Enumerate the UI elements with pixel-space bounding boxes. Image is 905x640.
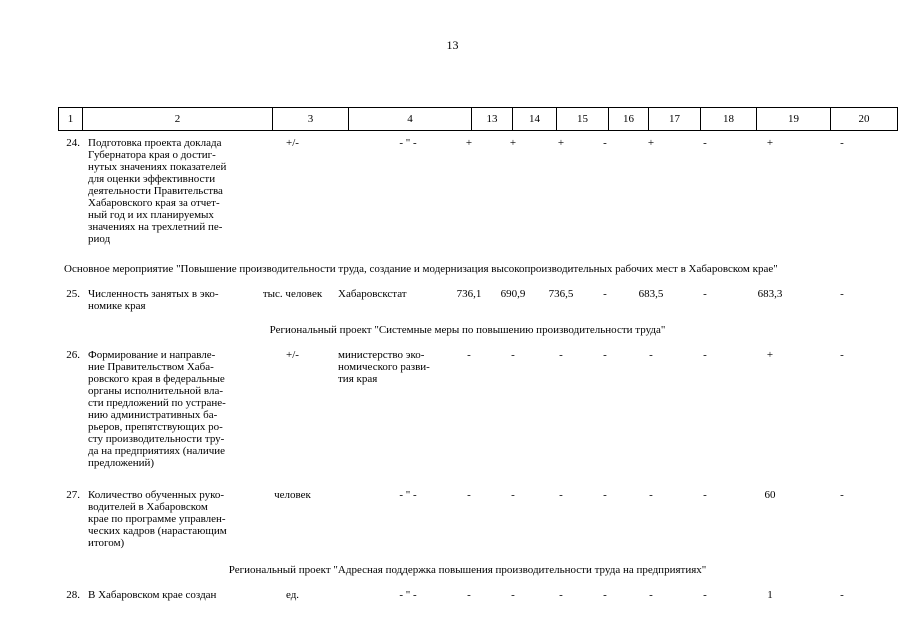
value-18: - <box>703 349 707 361</box>
executor-line: номического разви- <box>338 361 430 373</box>
value-13: 736,1 <box>456 288 482 300</box>
name-line: предложений) <box>88 457 155 469</box>
value-20: - <box>840 288 844 300</box>
name-line: нию административных ба- <box>88 409 218 421</box>
section-heading: Региональный проект "Системные меры по повышению производительности труда" <box>269 324 666 336</box>
value-14: - <box>511 589 515 601</box>
name-line: Численность занятых в эко- <box>88 288 219 300</box>
value-16: - <box>603 288 607 300</box>
unit: тыс. человек <box>262 288 323 300</box>
name-line: органы исполнительной вла- <box>88 385 223 397</box>
col-header-4: 4 <box>349 108 472 131</box>
value-17: 683,5 <box>638 288 664 300</box>
name-line: ный год и их планируемых <box>88 209 214 221</box>
executor: - " - <box>399 489 417 501</box>
indicator-name <box>88 589 250 601</box>
name-line: сти предложений по устране- <box>88 397 226 409</box>
col-header-13: 13 <box>472 108 513 131</box>
row-number: 27. <box>66 489 80 501</box>
col-header-16: 16 <box>609 108 649 131</box>
name-line: деятельности Правительства <box>88 185 223 197</box>
value-17: - <box>649 349 653 361</box>
col-header-2: 2 <box>83 108 273 131</box>
value-18: - <box>703 489 707 501</box>
value-13: - <box>467 489 471 501</box>
value-16: - <box>603 349 607 361</box>
value-13: - <box>467 589 471 601</box>
value-18: - <box>703 589 707 601</box>
row-number: 26. <box>66 349 80 361</box>
value-16: - <box>603 489 607 501</box>
value-17: + <box>647 137 655 149</box>
unit: +/- <box>286 137 299 149</box>
name-line: итогом) <box>88 537 125 549</box>
value-20: - <box>840 589 844 601</box>
name-line: ческих кадров (нарастающим <box>88 525 227 537</box>
section-heading: Основное мероприятие "Повышение производительности труда, создание и модернизация высокопроизводительных рабочих мест в Хабаровском крае" <box>64 263 778 275</box>
value-16: - <box>603 589 607 601</box>
value-19: + <box>766 349 774 361</box>
value-17: - <box>649 589 653 601</box>
unit: человек <box>274 489 311 501</box>
name-line: сту производительности тру- <box>88 433 225 445</box>
col-header-3: 3 <box>273 108 349 131</box>
row-number: 25. <box>66 288 80 300</box>
section-heading: Региональный проект "Адресная поддержка повышения производительности труда на предприятиях" <box>228 564 707 576</box>
value-15: + <box>557 137 565 149</box>
value-15: 736,5 <box>548 288 574 300</box>
value-19: 683,3 <box>757 288 783 300</box>
name-line: В Хабаровском крае создан <box>88 589 217 601</box>
value-17: - <box>649 489 653 501</box>
indicator-name <box>88 349 250 469</box>
name-line: Количество обученных руко- <box>88 489 225 501</box>
value-13: + <box>465 137 473 149</box>
value-15: - <box>559 589 563 601</box>
indicator-name <box>88 489 250 549</box>
col-header-18: 18 <box>701 108 757 131</box>
value-14: + <box>509 137 517 149</box>
value-14: 690,9 <box>500 288 526 300</box>
name-line: Губернатора края о достиг- <box>88 149 216 161</box>
value-19: + <box>766 137 774 149</box>
row-number: 28. <box>66 589 80 601</box>
value-13: - <box>467 349 471 361</box>
name-line: Подготовка проекта доклада <box>88 137 222 149</box>
col-header-1: 1 <box>59 108 83 131</box>
name-line: Хабаровского края за отчет- <box>88 197 220 209</box>
col-header-14: 14 <box>513 108 557 131</box>
name-line: значениях на трехлетний пе- <box>88 221 223 233</box>
name-line: номике края <box>88 300 146 312</box>
name-line: водителей в Хабаровском <box>88 501 208 513</box>
unit: +/- <box>286 349 299 361</box>
name-line: крае по программе управлен- <box>88 513 226 525</box>
col-header-20: 20 <box>831 108 898 131</box>
table-header <box>58 107 898 131</box>
value-18: - <box>703 137 707 149</box>
name-line: Формирование и направле- <box>88 349 216 361</box>
name-line: ровского края в федеральные <box>88 373 225 385</box>
name-line: да на предприятиях (наличие <box>88 445 226 457</box>
value-14: - <box>511 489 515 501</box>
value-19: 60 <box>764 489 776 501</box>
value-18: - <box>703 288 707 300</box>
indicator-name <box>88 288 250 312</box>
col-header-17: 17 <box>649 108 701 131</box>
value-20: - <box>840 137 844 149</box>
col-header-19: 19 <box>757 108 831 131</box>
name-line: нутых значениях показателей <box>88 161 227 173</box>
name-line: для оценки эффективности <box>88 173 216 185</box>
name-line: риод <box>88 233 111 245</box>
col-header-15: 15 <box>557 108 609 131</box>
value-15: - <box>559 489 563 501</box>
executor <box>338 349 450 385</box>
executor-line: тия края <box>338 373 378 385</box>
value-19: 1 <box>767 589 773 601</box>
executor-line: министерство эко- <box>338 349 425 361</box>
name-line: ние Правительством Хаба- <box>88 361 214 373</box>
executor: - " - <box>399 137 417 149</box>
value-15: - <box>559 349 563 361</box>
value-20: - <box>840 489 844 501</box>
name-line: рьеров, препятствующих ро- <box>88 421 223 433</box>
value-14: - <box>511 349 515 361</box>
row-number: 24. <box>66 137 80 149</box>
executor: Хабаровскстат <box>338 288 407 300</box>
indicator-name <box>88 137 250 245</box>
value-16: - <box>603 137 607 149</box>
page-number: 13 <box>446 38 459 52</box>
executor: - " - <box>399 589 417 601</box>
value-20: - <box>840 349 844 361</box>
unit: ед. <box>285 589 300 601</box>
